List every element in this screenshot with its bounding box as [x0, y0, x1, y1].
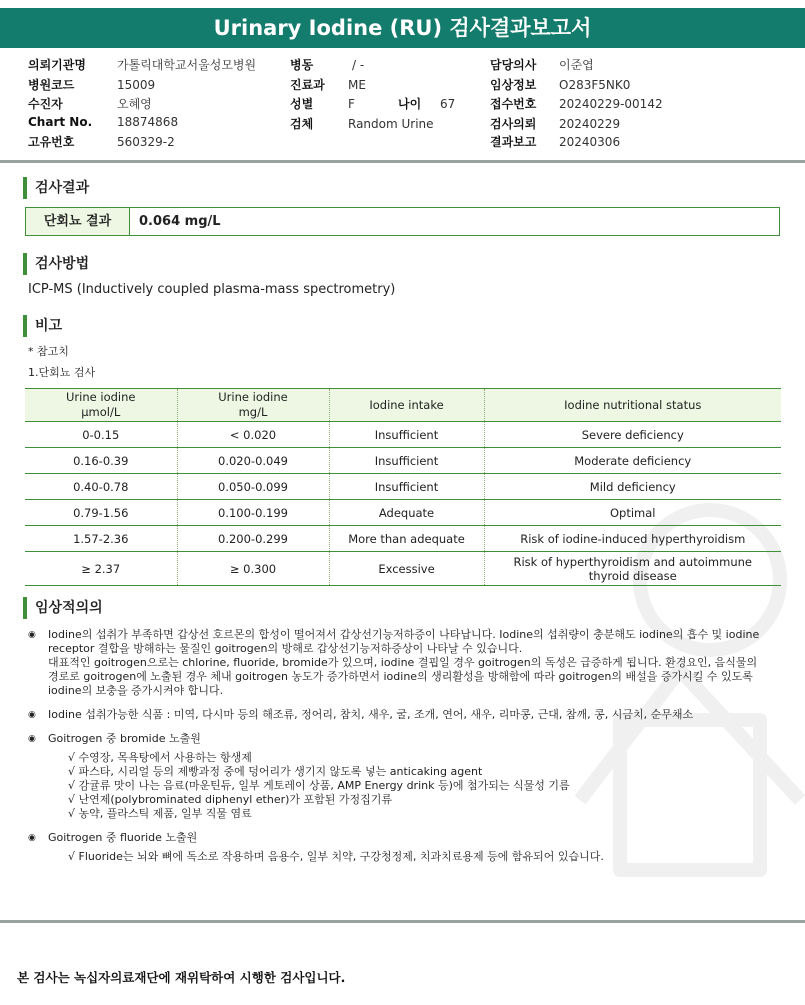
footer-divider — [0, 920, 805, 923]
bullet-icon: ◉ — [28, 710, 36, 720]
table-cell: Moderate deficiency — [484, 448, 781, 474]
table-row — [25, 474, 781, 500]
ward-value: / - — [352, 58, 365, 72]
status-line1: Risk of hyperthyroidism and autoimmune — [513, 554, 752, 569]
request-date-value: 20240229 — [559, 117, 621, 131]
department-label: 진료과 — [290, 78, 325, 92]
table-cell — [484, 552, 781, 586]
table-header-row — [25, 389, 781, 422]
hospital-label: 의뢰기관명 — [28, 58, 86, 72]
header-mgl-line1: Urine iodine — [218, 390, 288, 404]
header-umol-line1: Urine iodine — [66, 390, 136, 404]
clinical-info-value: O283F5NK0 — [559, 78, 631, 92]
table-cell: ≥ 0.300 — [177, 552, 329, 586]
report-title: Urinary Iodine (RU) 검사결과보고서 — [0, 8, 805, 48]
doctor-value: 이준엽 — [559, 58, 594, 72]
unique-no-label: 고유번호 — [28, 135, 75, 149]
fluoride-source-list — [48, 850, 768, 864]
patient-info-panel — [0, 53, 805, 153]
specimen-value: Random Urine — [348, 117, 434, 131]
unique-no-row — [28, 133, 175, 150]
table-cell: 0.100-0.199 — [177, 500, 329, 526]
list-item: √ Fluoride는 뇌와 뼈에 독소로 작용하며 음용수, 일부 치약, 구강청정제, 치과치료용제 등에 함유되어 있습니다. — [68, 850, 604, 863]
report-date-label: 결과보고 — [490, 135, 537, 149]
specimen-row — [290, 115, 434, 132]
ward-label: 병동 — [290, 58, 314, 72]
clinical-line: Iodine 섭취가능한 식품 : 미역, 다시마 등의 해조류, 정어리, 참치, 새우, 굴, 조개, 연어, 새우, 리마콩, 근대, 참깨, 콩, 시금치, 순무채소 — [48, 708, 694, 721]
sex-value: F — [348, 97, 355, 111]
hospital-row — [28, 56, 256, 73]
header-umol-line2: μmol/L — [81, 405, 121, 419]
hospital-code-label: 병원코드 — [28, 78, 75, 92]
reference-note: * 참고치 — [28, 345, 69, 358]
age-value: 67 — [440, 97, 456, 111]
header-status: Iodine nutritional status — [484, 389, 781, 422]
section-title-result: 검사결과 — [23, 177, 89, 199]
specimen-label: 검체 — [290, 117, 314, 131]
table-cell: More than adequate — [329, 526, 484, 552]
clinical-bullet-iodine — [28, 628, 768, 698]
section-title-clinical: 임상적의의 — [23, 597, 103, 619]
examinee-row — [28, 95, 152, 112]
hospital-value: 가톨릭대학교서울성모병원 — [117, 58, 257, 72]
sex-age-row — [290, 95, 455, 112]
examinee-value: 오혜영 — [117, 97, 152, 111]
bullet-icon: ◉ — [28, 734, 36, 744]
table-cell: Optimal — [484, 500, 781, 526]
doctor-row — [490, 56, 594, 73]
age-label: 나이 — [398, 97, 422, 111]
report-date-value: 20240306 — [559, 135, 621, 149]
request-date-row — [490, 115, 620, 132]
reference-table — [25, 388, 781, 586]
chart-no-label: Chart No. — [28, 115, 93, 129]
table-cell: 0.050-0.099 — [177, 474, 329, 500]
request-date-label: 검사의뢰 — [490, 117, 537, 131]
clinical-line: Goitrogen 중 fluoride 노출원 — [48, 831, 198, 844]
list-item: √ 농약, 플라스틱 제품, 일부 직물 염료 — [68, 807, 252, 820]
section-title-remarks: 비고 — [23, 315, 62, 337]
hospital-code-value: 15009 — [117, 78, 156, 92]
list-item: √ 수영장, 목욕탕에서 사용하는 항생제 — [68, 751, 252, 764]
table-cell: Insufficient — [329, 448, 484, 474]
clinical-line: Goitrogen 중 bromide 노출원 — [48, 732, 201, 745]
status-line2: thyroid disease — [588, 568, 677, 583]
clinical-line: receptor 결합을 방해하는 물질인 goitrogen의 방해로 갑상선기능저하증상이 나타날 수 있습니다. — [48, 642, 523, 655]
hospital-code-row — [28, 76, 155, 93]
department-row — [290, 76, 366, 93]
table-cell: 1.57-2.36 — [25, 526, 177, 552]
list-item: √ 난연제(polybrominated diphenyl ether)가 포함된 가정집기류 — [68, 793, 393, 806]
report-date-row — [490, 133, 620, 150]
header-mgl-line2: mg/L — [238, 405, 268, 419]
table-cell: Risk of iodine-induced hyperthyroidism — [484, 526, 781, 552]
header-intake: Iodine intake — [329, 389, 484, 422]
clinical-bullet-fluoride — [28, 831, 768, 864]
bullet-icon: ◉ — [28, 630, 36, 640]
table-cell: 0.40-0.78 — [25, 474, 177, 500]
clinical-line: 경로로 goitrogen에 노출된 경우 체내 goitrogen 농도가 증가하면서 iodine의 생리활성을 방해함에 따라 goitrogen의 배설을 증가시킬 수 있도록 — [48, 670, 753, 683]
header-umol — [25, 389, 177, 422]
table-cell: 0.16-0.39 — [25, 448, 177, 474]
table-row — [25, 552, 781, 586]
clinical-line: 대표적인 goitrogen으로는 chlorine, fluoride, bromide가 있으며, iodine 결핍일 경우 goitrogen의 독성은 급증하게 됩니다. 환경요인, 음식물의 — [48, 656, 758, 669]
clinical-bullet-foods — [28, 708, 768, 722]
clinical-line: iodine의 보충을 증가시켜야 합니다. — [48, 684, 224, 697]
table-row — [25, 500, 781, 526]
method-text: ICP-MS (Inductively coupled plasma-mass spectrometry) — [28, 282, 396, 297]
clinical-line: Iodine의 섭취가 부족하면 갑상선 호르몬의 합성이 떨어져서 갑상선기능저하증이 나타납니다. Iodine의 섭취량이 충분해도 iodine의 흡수 및 iodine — [48, 628, 760, 641]
table-row — [25, 422, 781, 448]
table-cell: < 0.020 — [177, 422, 329, 448]
receipt-no-value: 20240229-00142 — [559, 97, 663, 111]
result-box — [25, 207, 780, 236]
table-row — [25, 448, 781, 474]
footer-note: 본 검사는 녹십자의료재단에 재위탁하여 시행한 검사입니다. — [17, 970, 346, 985]
receipt-no-row — [490, 95, 663, 112]
bullet-icon: ◉ — [28, 833, 36, 843]
bromide-source-list — [48, 751, 768, 821]
table-cell: 0.020-0.049 — [177, 448, 329, 474]
clinical-info-row — [490, 76, 630, 93]
clinical-info-label: 임상정보 — [490, 78, 537, 92]
table-cell: Mild deficiency — [484, 474, 781, 500]
header-mgl — [177, 389, 329, 422]
list-item: √ 파스타, 시리얼 등의 제빵과정 중에 덩어리가 생기지 않도록 넣는 anticaking agent — [68, 765, 483, 778]
reference-subtitle: 1.단회뇨 검사 — [28, 366, 96, 379]
chart-no-value: 18874868 — [117, 115, 179, 129]
table-cell: Insufficient — [329, 422, 484, 448]
table-cell: 0-0.15 — [25, 422, 177, 448]
clinical-significance — [28, 628, 768, 874]
list-item: √ 감귤류 맛이 나는 음료(마운틴듀, 일부 게토레이 상품, AMP Energy drink 등)에 첨가되는 식물성 기름 — [68, 779, 570, 792]
department-value: ME — [348, 78, 366, 92]
unique-no-value: 560329-2 — [117, 135, 175, 149]
table-cell: 0.79-1.56 — [25, 500, 177, 526]
examinee-label: 수진자 — [28, 97, 63, 111]
doctor-label: 담당의사 — [490, 58, 537, 72]
receipt-no-label: 접수번호 — [490, 97, 537, 111]
sex-label: 성별 — [290, 97, 314, 111]
result-label: 단회뇨 결과 — [26, 208, 130, 235]
clinical-bullet-bromide — [28, 732, 768, 821]
table-row — [25, 526, 781, 552]
table-cell: Severe deficiency — [484, 422, 781, 448]
table-cell: 0.200-0.299 — [177, 526, 329, 552]
header-divider — [0, 160, 805, 163]
table-cell: Excessive — [329, 552, 484, 586]
section-title-method: 검사방법 — [23, 253, 89, 275]
table-cell: ≥ 2.37 — [25, 552, 177, 586]
chart-no-row — [28, 115, 178, 129]
result-value: 0.064 mg/L — [139, 214, 221, 229]
table-cell: Insufficient — [329, 474, 484, 500]
table-cell: Adequate — [329, 500, 484, 526]
ward-row — [290, 56, 364, 73]
